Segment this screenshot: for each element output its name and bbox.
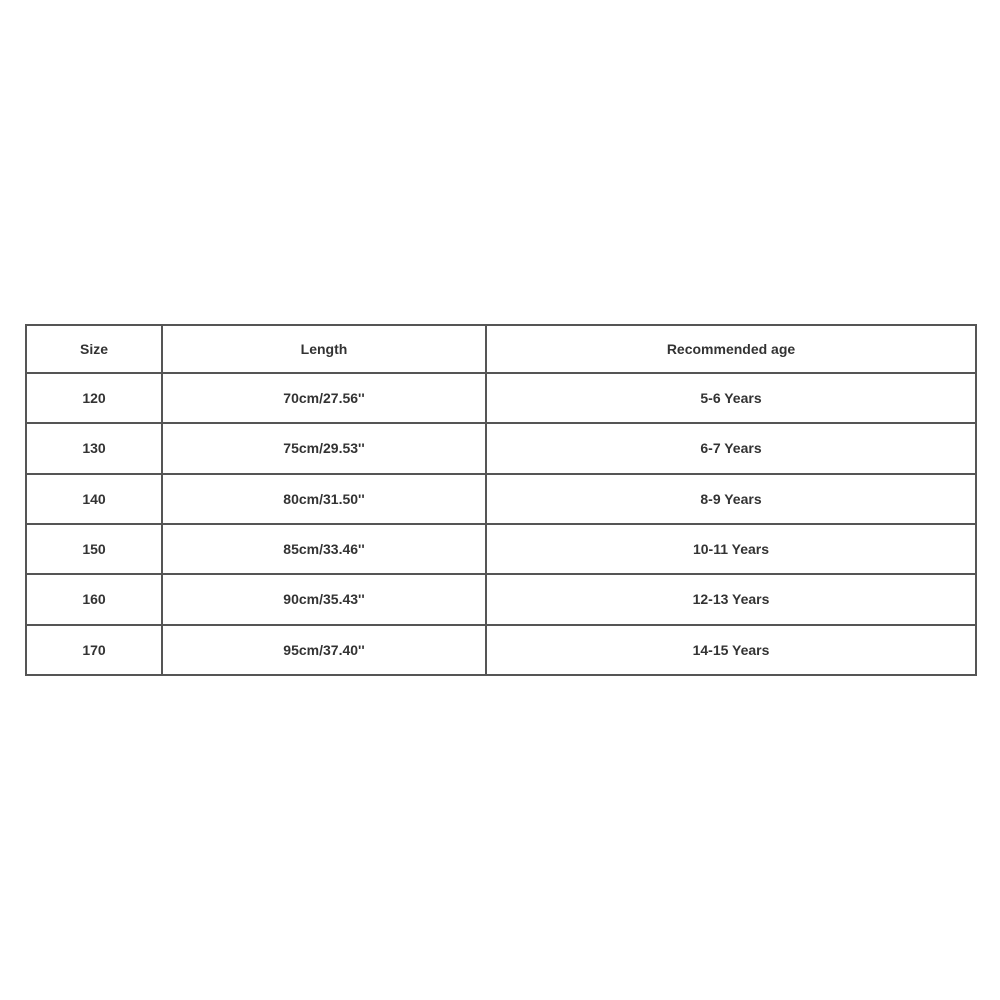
cell-length: 95cm/37.40''	[162, 625, 486, 675]
cell-recommended-age: 5-6 Years	[486, 373, 976, 423]
table-header	[26, 325, 976, 373]
table-row	[26, 373, 976, 423]
cell-recommended-age: 8-9 Years	[486, 474, 976, 524]
cell-length: 70cm/27.56''	[162, 373, 486, 423]
table-row	[26, 524, 976, 574]
cell-length: 80cm/31.50''	[162, 474, 486, 524]
header-recommended-age: Recommended age	[486, 325, 976, 373]
cell-recommended-age: 12-13 Years	[486, 574, 976, 624]
header-length: Length	[162, 325, 486, 373]
table-row	[26, 574, 976, 624]
header-row	[26, 325, 976, 373]
cell-size: 170	[26, 625, 162, 675]
size-chart-table	[25, 324, 977, 676]
cell-length: 75cm/29.53''	[162, 423, 486, 473]
cell-size: 130	[26, 423, 162, 473]
table-row	[26, 625, 976, 675]
header-size: Size	[26, 325, 162, 373]
table-row	[26, 474, 976, 524]
cell-size: 140	[26, 474, 162, 524]
cell-length: 85cm/33.46''	[162, 524, 486, 574]
cell-recommended-age: 6-7 Years	[486, 423, 976, 473]
cell-recommended-age: 10-11 Years	[486, 524, 976, 574]
cell-size: 150	[26, 524, 162, 574]
table-body	[26, 373, 976, 675]
cell-recommended-age: 14-15 Years	[486, 625, 976, 675]
table-row	[26, 423, 976, 473]
cell-length: 90cm/35.43''	[162, 574, 486, 624]
cell-size: 160	[26, 574, 162, 624]
cell-size: 120	[26, 373, 162, 423]
